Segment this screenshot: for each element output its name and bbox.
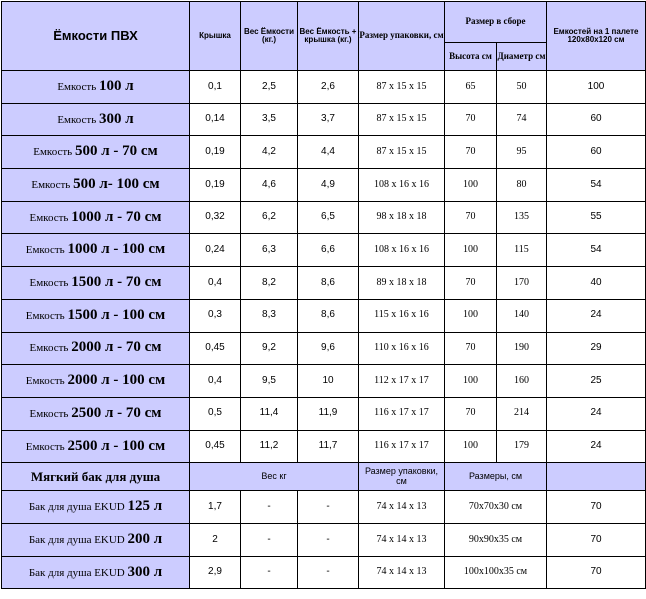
per-pallet: 24 bbox=[547, 430, 646, 463]
package-size: 110 x 16 x 16 bbox=[359, 332, 445, 365]
product-name bbox=[2, 267, 190, 300]
per-pallet: 54 bbox=[547, 234, 646, 267]
diameter: 160 bbox=[497, 365, 547, 398]
product-prefix: Емкость bbox=[33, 146, 75, 159]
header-lid: Крышка bbox=[190, 2, 241, 71]
height: 100 bbox=[445, 234, 497, 267]
diameter: 214 bbox=[497, 397, 547, 430]
diameter: 95 bbox=[497, 136, 547, 169]
tank-lid-weight: 6,6 bbox=[298, 234, 359, 267]
product-name bbox=[2, 332, 190, 365]
table-row bbox=[2, 71, 646, 104]
table-row bbox=[2, 332, 646, 365]
price-table bbox=[1, 1, 646, 589]
diameter: 74 bbox=[497, 103, 547, 136]
shower-header-sizes: Размеры, см bbox=[445, 463, 547, 491]
table-row bbox=[2, 201, 646, 234]
header-diameter: Диаметр см bbox=[497, 43, 547, 71]
shower-header-package: Размер упаковки, см bbox=[359, 463, 445, 491]
product-prefix: Емкость bbox=[29, 211, 72, 224]
shower-dash: - bbox=[241, 523, 298, 556]
tank-weight: 11,2 bbox=[241, 430, 298, 463]
header-tank-weight: Вес Ёмкости (кг.) bbox=[241, 2, 298, 71]
shower-dimensions: 100х100х35 см bbox=[445, 556, 547, 589]
package-size: 74 x 14 x 13 bbox=[359, 556, 445, 589]
table-row bbox=[2, 103, 646, 136]
tank-weight: 11,4 bbox=[241, 397, 298, 430]
diameter: 190 bbox=[497, 332, 547, 365]
table-row bbox=[2, 523, 646, 556]
tank-weight: 8,3 bbox=[241, 299, 298, 332]
product-volume: 500 л - 70 см bbox=[74, 143, 158, 160]
per-pallet: 70 bbox=[547, 556, 646, 589]
product-volume: 200 л bbox=[127, 530, 163, 547]
product-volume: 300 л bbox=[99, 110, 134, 127]
product-prefix: Бак для душа EKUD bbox=[28, 501, 128, 514]
per-pallet: 100 bbox=[547, 71, 646, 104]
lid-weight: 0,45 bbox=[190, 430, 241, 463]
per-pallet: 60 bbox=[547, 103, 646, 136]
product-volume: 300 л bbox=[127, 563, 163, 580]
tank-lid-weight: 3,7 bbox=[298, 103, 359, 136]
product-name bbox=[2, 556, 190, 589]
shower-weight: 2 bbox=[190, 523, 241, 556]
table-title: Ёмкости ПВХ bbox=[2, 2, 190, 71]
shower-dash: - bbox=[298, 491, 359, 524]
package-size: 89 x 18 x 18 bbox=[359, 267, 445, 300]
product-name bbox=[2, 397, 190, 430]
lid-weight: 0,45 bbox=[190, 332, 241, 365]
shower-dash: - bbox=[298, 556, 359, 589]
per-pallet: 70 bbox=[547, 491, 646, 524]
product-prefix: Емкость bbox=[25, 440, 68, 453]
product-prefix: Емкость bbox=[31, 179, 74, 192]
lid-weight: 0,3 bbox=[190, 299, 241, 332]
product-volume: 2000 л - 70 см bbox=[71, 339, 162, 356]
diameter: 135 bbox=[497, 201, 547, 234]
diameter: 140 bbox=[497, 299, 547, 332]
product-prefix: Емкость bbox=[29, 342, 72, 355]
product-volume: 1500 л - 70 см bbox=[71, 274, 162, 291]
product-name bbox=[2, 71, 190, 104]
shower-dimensions: 90х90х35 см bbox=[445, 523, 547, 556]
tank-weight: 3,5 bbox=[241, 103, 298, 136]
table-row bbox=[2, 430, 646, 463]
product-volume: 2500 л - 100 см bbox=[67, 437, 166, 454]
lid-weight: 0,5 bbox=[190, 397, 241, 430]
lid-weight: 0,32 bbox=[190, 201, 241, 234]
package-size: 108 x 16 x 16 bbox=[359, 234, 445, 267]
diameter: 170 bbox=[497, 267, 547, 300]
tank-lid-weight: 11,9 bbox=[298, 397, 359, 430]
package-size: 87 x 15 x 15 bbox=[359, 136, 445, 169]
per-pallet: 25 bbox=[547, 365, 646, 398]
package-size: 87 x 15 x 15 bbox=[359, 71, 445, 104]
product-name bbox=[2, 365, 190, 398]
package-size: 74 x 14 x 13 bbox=[359, 491, 445, 524]
tank-lid-weight: 8,6 bbox=[298, 267, 359, 300]
package-size: 108 x 16 x 16 bbox=[359, 169, 445, 202]
shower-weight: 2,9 bbox=[190, 556, 241, 589]
height: 100 bbox=[445, 365, 497, 398]
package-size: 116 x 17 x 17 bbox=[359, 397, 445, 430]
product-prefix: Бак для душа EKUD bbox=[28, 566, 128, 579]
tank-lid-weight: 11,7 bbox=[298, 430, 359, 463]
product-volume: 2000 л - 100 см bbox=[67, 372, 166, 389]
shower-header-empty bbox=[547, 463, 646, 491]
height: 70 bbox=[445, 267, 497, 300]
tank-weight: 9,5 bbox=[241, 365, 298, 398]
tank-lid-weight: 4,9 bbox=[298, 169, 359, 202]
product-prefix: Емкость bbox=[57, 80, 100, 93]
product-name bbox=[2, 201, 190, 234]
product-volume: 2500 л - 70 см bbox=[71, 404, 162, 421]
product-prefix: Емкость bbox=[25, 244, 68, 257]
lid-weight: 0,4 bbox=[190, 365, 241, 398]
product-name bbox=[2, 491, 190, 524]
lid-weight: 0,14 bbox=[190, 103, 241, 136]
shower-dash: - bbox=[241, 491, 298, 524]
tank-lid-weight: 2,6 bbox=[298, 71, 359, 104]
height: 70 bbox=[445, 103, 497, 136]
tank-weight: 8,2 bbox=[241, 267, 298, 300]
height: 70 bbox=[445, 332, 497, 365]
table-row bbox=[2, 136, 646, 169]
per-pallet: 24 bbox=[547, 397, 646, 430]
table-row bbox=[2, 234, 646, 267]
product-name bbox=[2, 103, 190, 136]
per-pallet: 55 bbox=[547, 201, 646, 234]
package-size: 87 x 15 x 15 bbox=[359, 103, 445, 136]
tank-weight: 4,6 bbox=[241, 169, 298, 202]
lid-weight: 0,19 bbox=[190, 136, 241, 169]
table-row bbox=[2, 556, 646, 589]
table-row bbox=[2, 299, 646, 332]
product-volume: 1000 л - 100 см bbox=[67, 241, 166, 258]
shower-weight: 1,7 bbox=[190, 491, 241, 524]
product-prefix: Емкость bbox=[25, 309, 68, 322]
per-pallet: 40 bbox=[547, 267, 646, 300]
table-row bbox=[2, 491, 646, 524]
per-pallet: 24 bbox=[547, 299, 646, 332]
height: 100 bbox=[445, 430, 497, 463]
product-prefix: Емкость bbox=[29, 407, 72, 420]
shower-header-weight: Вес кг bbox=[190, 463, 359, 491]
shower-section-title: Мягкий бак для душа bbox=[2, 463, 190, 491]
product-prefix: Емкость bbox=[57, 113, 100, 126]
height: 70 bbox=[445, 397, 497, 430]
package-size: 116 x 17 x 17 bbox=[359, 430, 445, 463]
tank-lid-weight: 4,4 bbox=[298, 136, 359, 169]
product-prefix: Бак для душа EKUD bbox=[28, 533, 128, 546]
header-tank-lid-weight: Вес Ёмкость + крышка (кг.) bbox=[298, 2, 359, 71]
product-name bbox=[2, 430, 190, 463]
tank-weight: 2,5 bbox=[241, 71, 298, 104]
diameter: 179 bbox=[497, 430, 547, 463]
diameter: 115 bbox=[497, 234, 547, 267]
lid-weight: 0,19 bbox=[190, 169, 241, 202]
height: 100 bbox=[445, 299, 497, 332]
tank-lid-weight: 9,6 bbox=[298, 332, 359, 365]
per-pallet: 54 bbox=[547, 169, 646, 202]
table-row bbox=[2, 267, 646, 300]
product-name bbox=[2, 136, 190, 169]
height: 65 bbox=[445, 71, 497, 104]
header-per-pallet: Емкостей на 1 палете 120х80х120 см bbox=[547, 2, 646, 71]
shower-dash: - bbox=[298, 523, 359, 556]
product-prefix: Емкость bbox=[29, 277, 72, 290]
tank-weight: 4,2 bbox=[241, 136, 298, 169]
header-row-1 bbox=[2, 2, 646, 43]
tank-lid-weight: 10 bbox=[298, 365, 359, 398]
table-row bbox=[2, 169, 646, 202]
product-name bbox=[2, 169, 190, 202]
per-pallet: 70 bbox=[547, 523, 646, 556]
package-size: 74 x 14 x 13 bbox=[359, 523, 445, 556]
package-size: 112 x 17 x 17 bbox=[359, 365, 445, 398]
lid-weight: 0,1 bbox=[190, 71, 241, 104]
per-pallet: 29 bbox=[547, 332, 646, 365]
lid-weight: 0,4 bbox=[190, 267, 241, 300]
tank-lid-weight: 6,5 bbox=[298, 201, 359, 234]
tank-lid-weight: 8,6 bbox=[298, 299, 359, 332]
header-assembled-size: Размер в сборе bbox=[445, 2, 547, 43]
package-size: 115 x 16 x 16 bbox=[359, 299, 445, 332]
height: 70 bbox=[445, 136, 497, 169]
product-prefix: Емкость bbox=[25, 375, 68, 388]
header-package-size: Размер упаковки, см bbox=[359, 2, 445, 71]
product-volume: 125 л bbox=[127, 498, 163, 515]
package-size: 98 x 18 x 18 bbox=[359, 201, 445, 234]
per-pallet: 60 bbox=[547, 136, 646, 169]
diameter: 80 bbox=[497, 169, 547, 202]
tank-weight: 6,2 bbox=[241, 201, 298, 234]
lid-weight: 0,24 bbox=[190, 234, 241, 267]
product-volume: 1500 л - 100 см bbox=[67, 306, 166, 323]
height: 70 bbox=[445, 201, 497, 234]
diameter: 50 bbox=[497, 71, 547, 104]
table-row bbox=[2, 397, 646, 430]
product-name bbox=[2, 523, 190, 556]
tank-weight: 9,2 bbox=[241, 332, 298, 365]
tank-weight: 6,3 bbox=[241, 234, 298, 267]
product-volume: 100 л bbox=[99, 77, 134, 94]
product-name bbox=[2, 234, 190, 267]
product-volume: 1000 л - 70 см bbox=[71, 208, 162, 225]
table-row bbox=[2, 365, 646, 398]
height: 100 bbox=[445, 169, 497, 202]
shower-dash: - bbox=[241, 556, 298, 589]
product-volume: 500 л- 100 см bbox=[73, 176, 160, 193]
shower-header-row bbox=[2, 463, 646, 491]
shower-dimensions: 70х70х30 см bbox=[445, 491, 547, 524]
header-height: Высота см bbox=[445, 43, 497, 71]
product-name bbox=[2, 299, 190, 332]
